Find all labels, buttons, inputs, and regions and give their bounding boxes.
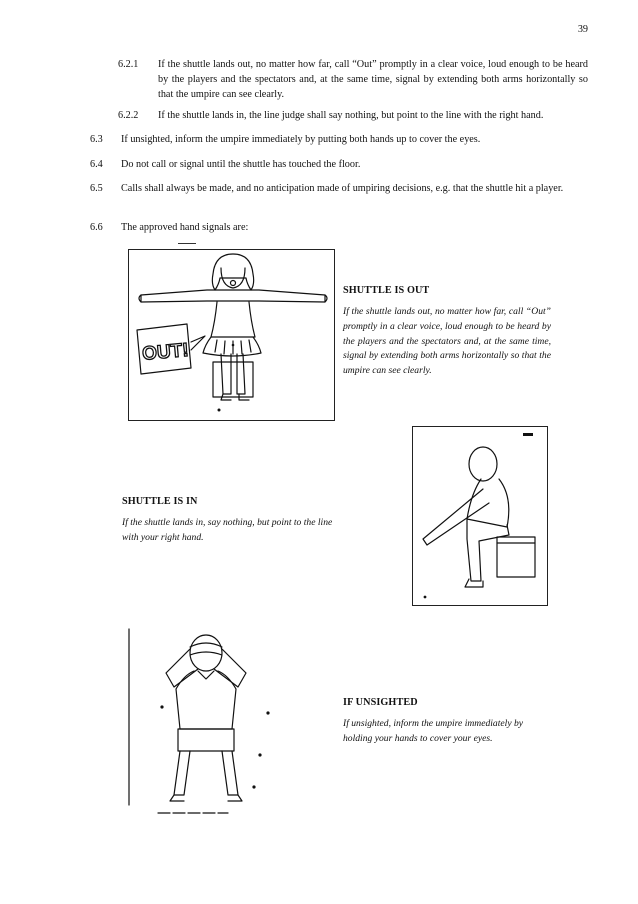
rule-text: Calls shall always be made, and no anticipation made of umpiring decisions, e.g. that the shuttle hit a player.	[121, 183, 564, 194]
rule-number: 6.4	[90, 159, 103, 170]
unsighted-title: IF UNSIGHTED	[343, 697, 418, 708]
rule-text: Do not call or signal until the shuttle has touched the floor.	[121, 159, 361, 170]
shuttle-in-figure-svg	[413, 427, 547, 605]
rule-number: 6.3	[90, 134, 103, 145]
shuttle-in-description: If the shuttle lands in, say nothing, but point to the line with your right hand.	[122, 517, 333, 543]
rule-text: If unsighted, inform the umpire immediately by putting both hands up to cover the eyes.	[121, 134, 481, 145]
shuttle-in-illustration	[412, 426, 548, 606]
unsighted-illustration	[128, 625, 278, 817]
rule-number: 6.2.2	[118, 110, 139, 121]
rule-text: The approved hand signals are:	[121, 222, 249, 233]
divider	[178, 243, 196, 244]
unsighted-figure-svg	[128, 625, 278, 817]
page-number: 39	[577, 24, 588, 35]
rule-text: If the shuttle lands out, no matter how far, call “Out” promptly in a clear voice, loud enough to be heard by the players and the spectators and, at the same time, signal by extending both arms horizontally so that the umpire can see clearly.	[158, 59, 588, 100]
shuttle-out-description: If the shuttle lands out, no matter how far, call “Out” promptly in a clear voice, loud enough to be heard by the players and the spectators and, at the same time, signal by extending both arms horizontally so that the umpire can see clearly.	[343, 306, 551, 377]
shuttle-out-figure-svg	[129, 250, 334, 420]
shuttle-out-caption	[343, 285, 551, 379]
shuttle-in-caption	[122, 496, 342, 546]
unsighted-description: If unsighted, inform the umpire immediately by holding your hands to cover your eyes.	[343, 718, 524, 744]
rule-text: If the shuttle lands in, the line judge shall say nothing, but point to the line with the right hand.	[158, 110, 544, 121]
shuttle-out-illustration	[128, 249, 335, 421]
rule-number: 6.6	[90, 222, 103, 233]
shuttle-in-title: SHUTTLE IS IN	[122, 496, 198, 507]
unsighted-caption	[343, 697, 553, 747]
rule-number: 6.5	[90, 183, 103, 194]
shuttle-out-title: SHUTTLE IS OUT	[343, 285, 430, 296]
rule-number: 6.2.1	[118, 59, 139, 70]
out-bubble-text: OUT!	[141, 339, 190, 365]
